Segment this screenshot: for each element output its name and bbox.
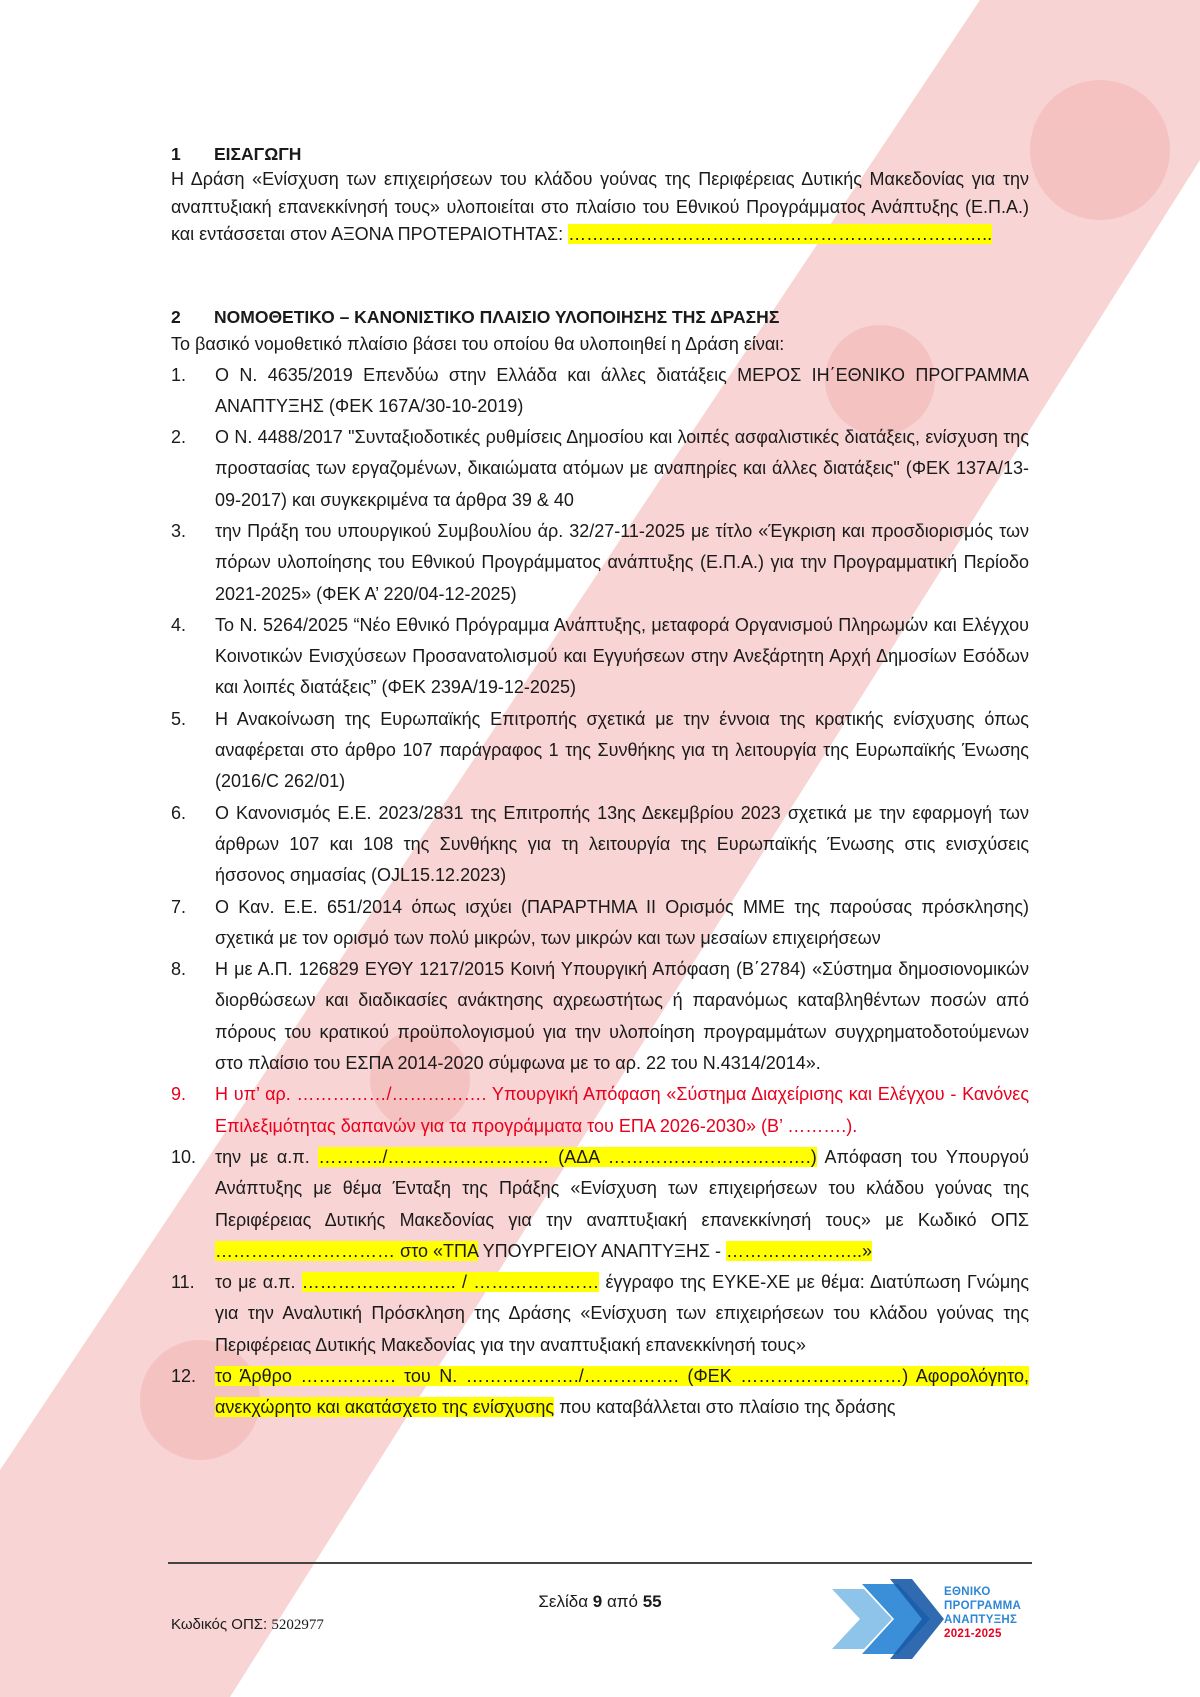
current-page: 9 — [592, 1592, 603, 1611]
item-number: 5. — [171, 708, 187, 729]
highlighted-placeholder: …………………….. / ………………… — [301, 1272, 600, 1293]
total-pages: 55 — [642, 1592, 662, 1611]
list-item — [171, 516, 1029, 610]
list-item — [171, 954, 1029, 1079]
item-text: την με α.π. — [215, 1146, 310, 1167]
section-number: 2 — [171, 306, 181, 327]
ops-code-value: 5202977 — [271, 1617, 324, 1633]
page-number — [480, 1592, 720, 1612]
item-number: 8. — [171, 959, 187, 980]
item-text: το με α.π. — [215, 1272, 302, 1293]
document-body — [171, 142, 1029, 1424]
item-text: Η Ανακοίνωση της Ευρωπαϊκής Επιτροπής σχετικά με την έννοια της κρατικής ενίσχυσης όπως αναφέρεται στο άρθρο 107 παράγραφος 1 της Συνθήκης για τη λειτουργία της Ευρωπαϊκής Ένωσης (2016/C 262/01) — [215, 708, 1029, 792]
logo-line: ΠΡΟΓΡΑΜΜΑ — [944, 1600, 1022, 1612]
item-text: που καταβάλλεται στο πλαίσιο της δράσης — [554, 1397, 896, 1418]
item-number: 6. — [171, 802, 187, 823]
item-number: 3. — [171, 520, 187, 541]
list-item — [171, 892, 1029, 955]
item-text: Ο Ν. 4488/2017 "Συνταξιοδοτικές ρυθμίσεις Δημοσίου και λοιπές ασφαλιστικές διατάξεις, ενίσχυση της προστασίας των εργαζομένων, δικαιώματα ατόμων με αναπηρίες και άλλες διατάξεις" (ΦΕΚ 137Α/13-09-2017) και συγκεκριμένα τα άρθρα 39 & 40 — [215, 427, 1029, 510]
section-1-heading — [171, 142, 1029, 166]
epa-logo-text — [944, 1585, 1021, 1641]
item-text: Ο Κανονισμός Ε.Ε. 2023/2831 της Επιτροπής 13ης Δεκεμβρίου 2023 σχετικά με την εφαρμογή των άρθρων 107 και 108 της Συνθήκης για τη λειτουργία της Ευρωπαϊκής Ένωσης στις ενισχύσεις ήσσονος σημασίας (OJL15.12.2023) — [215, 802, 1029, 886]
highlighted-placeholder: …………………………………………………………….. — [568, 224, 993, 244]
item-number: 1. — [171, 364, 187, 385]
section-title: ΝΟΜΟΘΕΤΙΚΟ – ΚΑΝΟΝΙΣΤΙΚΟ ΠΛΑΙΣΙΟ ΥΛΟΠΟΙΗΣΗΣ ΤΗΣ ΔΡΑΣΗΣ — [214, 306, 780, 327]
item-text: Η με Α.Π. 126829 ΕΥΘΥ 1217/2015 Κοινή Υπουργική Απόφαση (Β΄2784) «Σύστημα δημοσιονομικών διορθώσεων και διαδικασίες ανάκτησης αχρεωστήτως ή παρανόμως καταβληθέντων ποσών από πόρους του κρατικού προϋπολογισμού για την υλοποίηση προγραμμάτων συγχρηματοδοτούμενων στο πλαίσιο του ΕΣΠΑ 2014-2020 σύμφωνα με το αρ. 22 του Ν.4314/2014». — [215, 959, 1029, 1074]
section-1-text — [171, 166, 1029, 249]
highlighted-placeholder: ………../……………………… (ΑΔΑ …………………………….) — [318, 1146, 817, 1167]
item-number: 9. — [171, 1084, 187, 1105]
highlighted-placeholder: το Άρθρο ……………. του Ν. ………………./……………. (ΦΕΚ ………………………) Αφορολόγητο, ανεκχώρητο και ακατάσχετο της ενίσχυσης — [215, 1366, 1029, 1418]
list-item — [171, 422, 1029, 516]
item-text: Ο Καν. Ε.Ε. 651/2014 όπως ισχύει (ΠΑΡΑΡΤΗΜΑ ΙΙ Ορισμός ΜΜΕ της παρούσας πρόσκλησης) σχετικά με τον ορισμό των πολύ μικρών, των μικρών και των μεσαίων επιχειρήσεων — [215, 896, 1029, 948]
item-text: Η υπ’ αρ. ……………/……………. Υπουργική Απόφαση «Σύστημα Διαχείρισης και Ελέγχου - Κανόνες Επιλεξιμότητας δαπανών για τα προγράμματα του ΕΠΑ 2026-2030» (Β’ ……….). — [215, 1084, 1029, 1136]
item-number: 11. — [171, 1272, 195, 1293]
highlighted-placeholder: ………………………… στο «ΤΠΑ — [215, 1240, 478, 1261]
ops-code — [171, 1616, 324, 1634]
item-number: 4. — [171, 614, 187, 635]
section-number: 1 — [171, 144, 181, 164]
list-item — [171, 1142, 1029, 1267]
item-number: 10. — [171, 1146, 197, 1167]
paragraph-text: Η Δράση «Ενίσχυση των επιχειρήσεων του κλάδου γούνας της Περιφέρειας Δυτικής Μακεδονίας για την αναπτυξιακή επανεκκίνησή τους» υλοποιείται στο πλαίσιο του Εθνικού Προγράμματος Ανάπτυξης (Ε.Π.Α.) και εντάσσεται στον ΑΞΟΝΑ ΠΡΟΤΕΡΑΙΟΤΗΤΑΣ: — [171, 169, 1029, 244]
section-2-heading — [171, 305, 1029, 329]
item-text: έγγραφο της ΕΥΚΕ-ΧΕ με θέμα: Διατύπωση Γνώμης για την Αναλυτική Πρόσκληση της Δράσης «Ενίσχυση των επιχειρήσεων του κλάδου γούνας της Περιφέρειας Δυτικής Μακεδονίας για την αναπτυξιακή επανεκκίνησή τους» — [215, 1272, 1029, 1355]
list-item — [171, 798, 1029, 892]
list-item — [171, 360, 1029, 423]
item-number: 12. — [171, 1366, 197, 1386]
item-text: την Πράξη του υπουργικού Συμβουλίου άρ. 32/27-11-2025 με τίτλο «Έγκριση και προσδιορισμός των πόρων υλοποίησης του Εθνικού Προγράμματος ανάπτυξης (Ε.Π.Α.) για την Προγραμματική Περίοδο 2021-2025» (ΦΕΚ Α’ 220/04-12-2025) — [215, 520, 1029, 604]
logo-line: ΕΘΝΙΚΟ — [944, 1586, 991, 1598]
list-item — [171, 1361, 1029, 1424]
list-item — [171, 610, 1029, 704]
item-text: Απόφαση του Υπουργού Ανάπτυξης με θέμα Ένταξη της Πράξης «Ενίσχυση των επιχειρήσεων του κλάδου γούνας της Περιφέρειας Δυτικής Μακεδονίας για την αναπτυξιακή επανεκκίνησή τους» με Κωδικό ΟΠΣ — [215, 1146, 1029, 1230]
section-title: ΕΙΣΑΓΩΓΗ — [214, 144, 302, 164]
item-number: 2. — [171, 427, 187, 448]
footer-divider — [168, 1562, 1032, 1564]
page-of-label: από — [602, 1592, 643, 1611]
item-text: Το Ν. 5264/2025 “Νέο Εθνικό Πρόγραμμα Ανάπτυξης, μεταφορά Οργανισμού Πληρωμών και Ελέγχου Κοινοτικών Ενισχύσεων Προσανατολισμού και Εγγυήσεων στην Ανεξάρτητη Αρχή Δημοσίων Εσόδων και λοιπές διατάξεις” (ΦΕΚ 239Α/19-12-2025) — [215, 614, 1029, 698]
list-item — [171, 704, 1029, 798]
list-item-red — [171, 1079, 1029, 1142]
list-item — [171, 1267, 1029, 1361]
item-number: 7. — [171, 896, 187, 917]
section-2-intro: Το βασικό νομοθετικό πλαίσιο βάσει του οποίου θα υλοποιηθεί η Δράση είναι: — [171, 333, 785, 354]
ops-code-label: Κωδικός ΟΠΣ: — [171, 1616, 272, 1633]
logo-line: ΑΝΑΠΤΥΞΗΣ — [944, 1614, 1018, 1626]
logo-years: 2021-2025 — [944, 1628, 1002, 1640]
item-text: ΥΠΟΥΡΓΕΙΟΥ ΑΝΑΠΤΥΞΗΣ - — [478, 1240, 726, 1261]
page-label: Σελίδα — [538, 1592, 593, 1611]
item-text: Ο Ν. 4635/2019 Επενδύω στην Ελλάδα και άλλες διατάξεις ΜΕΡΟΣ ΙΗ΄ΕΘΝΙΚΟ ΠΡΟΓΡΑΜΜΑ ΑΝΑΠΤΥΞΗΣ (ΦΕΚ 167Α/30-10-2019) — [215, 364, 1029, 416]
legal-framework-list — [171, 360, 1029, 1424]
highlighted-placeholder: …………………..» — [725, 1240, 872, 1261]
